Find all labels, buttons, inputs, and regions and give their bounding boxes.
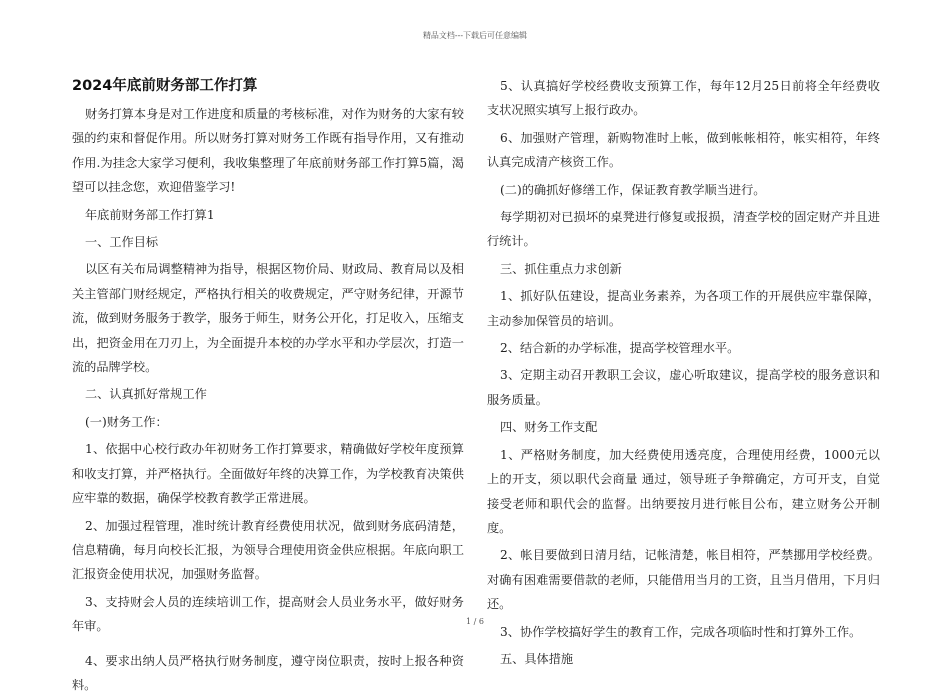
- paragraph-goals: 以区有关布局调整精神为指导，根据区物价局、财政局、教育局以及相关主管部门财经规定，严格执行相关的收费规定，严守财务纪律，开源节流，做到财务服务于教学，服务于师生，财务公开化，打足收入，压缩支出，把资金用在刀刃上，为全面提升本校的办学水平和办学层次，打造一流的品牌学校。: [72, 262, 464, 375]
- document-title: 2024年底前财务部工作打算: [72, 78, 258, 94]
- section-heading-arrangement: 四、财务工作支配: [500, 420, 598, 435]
- paragraph-arrangement-2: 2、帐目要做到日清月结，记帐清楚，帐目相符，严禁挪用学校经费。对确有困难需要借款的老师，只能借用当月的工资，且当月借用，下月归还。: [487, 548, 880, 612]
- paragraph-item-2: 2、加强过程管理，准时统计教育经费使用状况，做到财务底码清楚，信息精确，每月向校长汇报，为领导合理使用资金供应根据。年底向职工汇报资金使用状况，加强财务监督。: [72, 518, 464, 582]
- section-heading-measures: 五、具体措施: [500, 651, 574, 666]
- paragraph-innovation-1: 1、抓好队伍建设，提高业务素养，为各项工作的开展供应牢靠保障，主动参加保管员的培训。: [487, 289, 880, 328]
- paragraph-repairs: 每学期初对已损坏的桌凳进行修复或报损，清查学校的固定财产并且进行统计。: [487, 210, 880, 249]
- paragraph-item-3: 3、支持财会人员的连续培训工作，提高财会人员业务水平，做好财务年审。: [72, 594, 464, 634]
- paragraph-intro: 财务打算本身是对工作进度和质量的考核标准，对作为财务的大家有较强的约束和督促作用。所以财务打算对财务工作既有指导作用，又有推动作用.为挂念大家学习便利，我收集整理了年底前财务部工作打算5篇，渴望可以挂念您，欢迎借鉴学习!: [72, 107, 464, 195]
- right-column: [487, 74, 880, 674]
- section-heading-routine: 二、认真抓好常规工作: [85, 387, 207, 402]
- section-heading-goals: 一、工作目标: [85, 235, 159, 250]
- subsection-heading-finance: (一)财务工作：: [85, 414, 168, 429]
- paragraph-plan-heading: 年底前财务部工作打算1: [85, 207, 215, 222]
- paragraph-innovation-2: 2、结合新的办学标准，提高学校管理水平。: [500, 341, 740, 356]
- subsection-heading-repairs: (二)的确抓好修缮工作，保证教育教学顺当进行。: [500, 182, 766, 197]
- paragraph-innovation-3: 3、定期主动召开教职工会议，虚心听取建议，提高学校的服务意识和服务质量。: [487, 368, 880, 407]
- paragraph-item-1: 1、依据中心校行政办年初财务工作打算要求，精确做好学校年度预算和收支打算，并严格执行。全面做好年终的决算工作，为学校教育决策供应牢靠的数据，确保学校教育教学正常进展。: [72, 442, 464, 506]
- paragraph-item-4: 4、要求出纳人员严格执行财务制度，遵守岗位职责，按时上报各种资料。: [72, 653, 464, 692]
- section-heading-innovation: 三、抓住重点力求创新: [500, 261, 622, 276]
- page-number: 1 / 6: [466, 617, 484, 626]
- paragraph-item-6: 6、加强财产管理，新购物准时上帐，做到帐帐相符，帐实相符，年终认真完成清产核资工作。: [487, 130, 880, 170]
- paragraph-arrangement-1: 1、严格财务制度，加大经费使用透亮度，合理使用经费，1000元以上的开支，须以职代会商量 通过，领导班子争辩确定，方可开支，自觉接受老师和职代会的监督。出纳要按月进行帐目公布，建立财务公开制度。: [487, 447, 880, 535]
- paragraph-item-5: 5、认真搞好学校经费收支预算工作，每年12月25日前将全年经费收支状况照实填写上报行政办。: [487, 79, 880, 118]
- left-column: [72, 74, 464, 700]
- page-header: 精品文档---下载后可任意编辑: [422, 31, 528, 40]
- paragraph-arrangement-3: 3、协作学校搞好学生的教育工作，完成各项临时性和打算外工作。: [500, 624, 862, 639]
